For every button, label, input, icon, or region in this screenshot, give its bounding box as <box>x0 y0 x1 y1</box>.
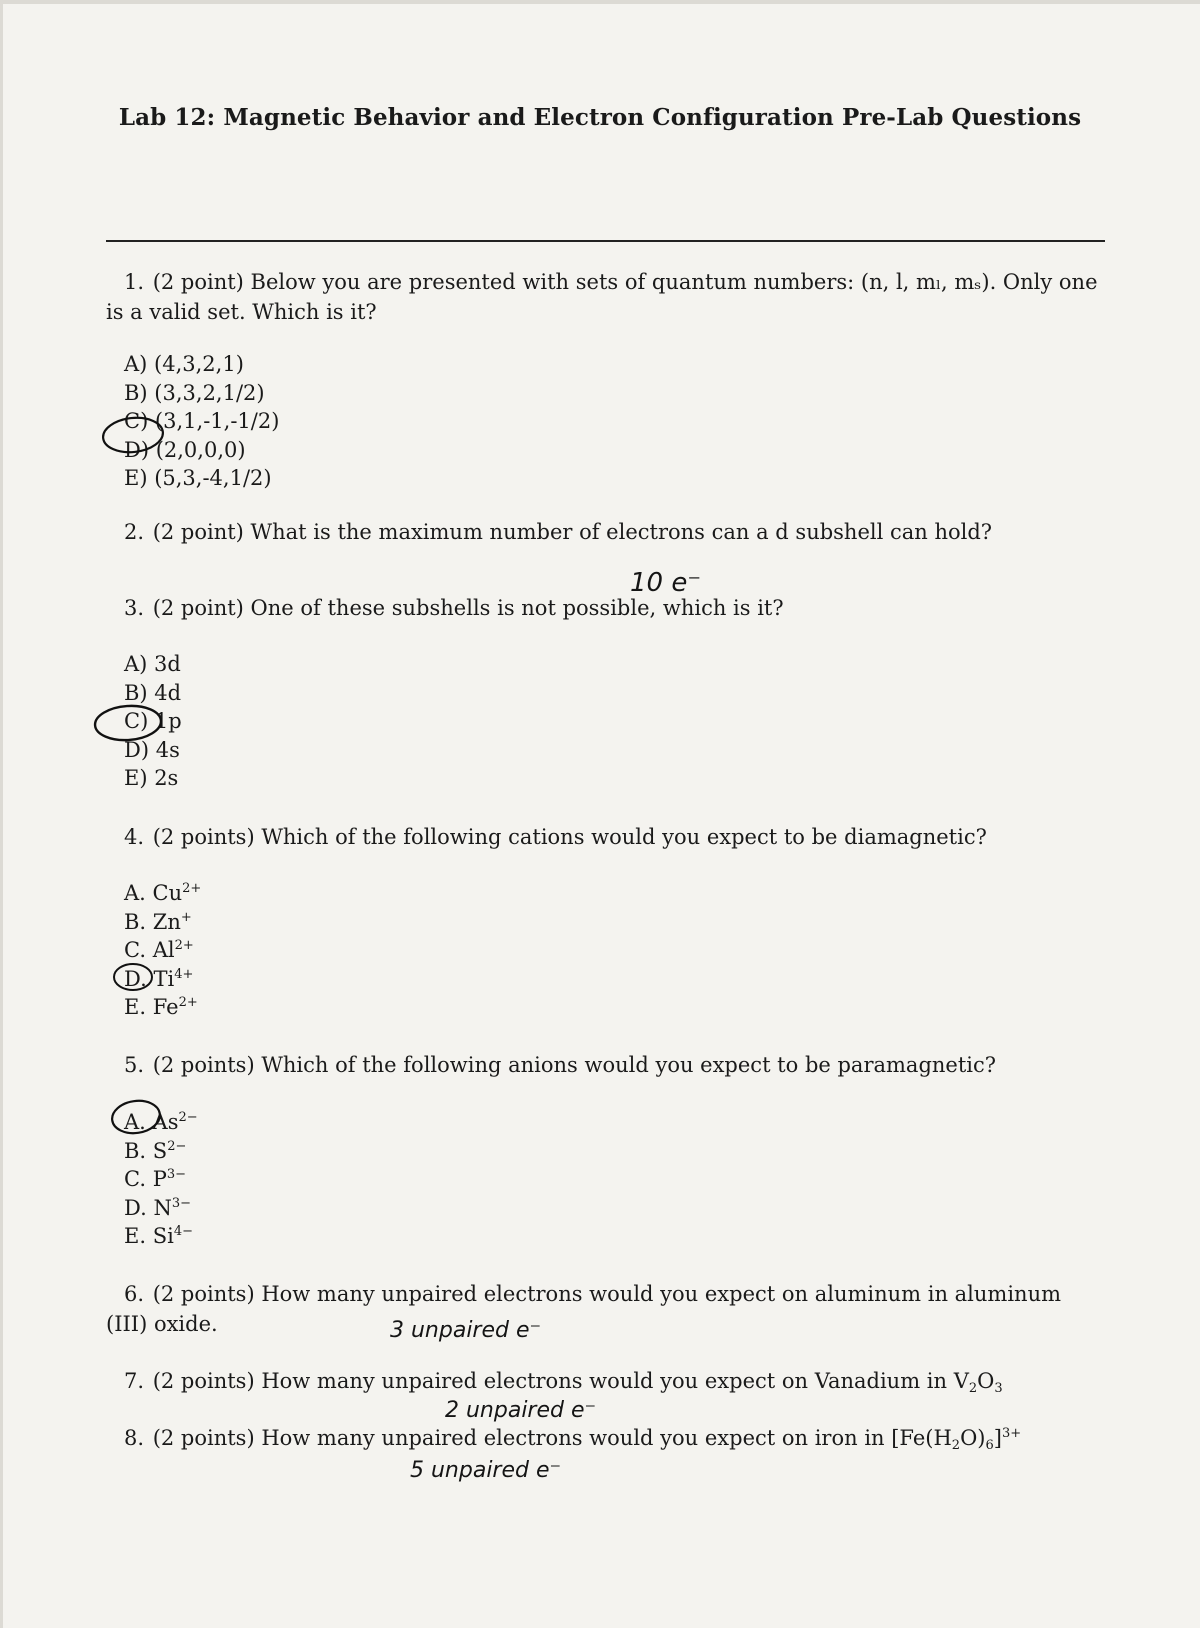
question-text: (2 points) How many unpaired electrons would you expect on Vanadium in $V_2O_3$ <box>152 1369 1003 1396</box>
page-title: Lab 12: Magnetic Behavior and Electron Configuration Pre-Lab Questions <box>118 104 1082 131</box>
option-d: D. $Ti^{4+}$ <box>124 966 194 991</box>
option-e: E) 2s <box>124 766 179 790</box>
option-a: A. $As^{2-}$ <box>124 1110 198 1134</box>
option-b: B) (3,3,2,1/2) <box>124 380 265 405</box>
question-text: (2 points) Which of the following cations would you expect to be diamagnetic? <box>152 825 987 849</box>
question-3-options <box>124 650 182 793</box>
question-text: (2 points) How many unpaired electrons would you expect on aluminum in aluminum (III) oxide. <box>106 1282 1062 1336</box>
question-4 <box>106 822 1101 852</box>
question-number: 4. <box>124 825 145 849</box>
option-d: D) 4s <box>124 737 180 762</box>
question-3 <box>106 593 1101 623</box>
question-text: (2 point) What is the maximum number of electrons can a d subshell can hold? <box>152 520 993 544</box>
divider <box>106 240 1105 242</box>
question-number: 2. <box>124 520 145 544</box>
option-a: A) 3d <box>124 652 181 676</box>
question-5-options <box>124 1108 198 1251</box>
question-number: 5. <box>124 1053 145 1077</box>
option-b: B. $S^{2-}$ <box>124 1138 187 1163</box>
option-d: D) (2,0,0,0) <box>124 437 246 462</box>
option-c: C. $P^{3-}$ <box>124 1167 186 1191</box>
question-number: 7. <box>124 1369 145 1393</box>
option-e: E) (5,3,-4,1/2) <box>124 466 272 490</box>
question-2 <box>106 517 1101 547</box>
handwritten-answer: 5 unpaired e⁻ <box>410 1458 562 1483</box>
question-number: 8. <box>124 1426 145 1450</box>
question-5 <box>106 1050 1101 1080</box>
page-edge <box>0 0 3 1628</box>
handwritten-answer: 10 e⁻ <box>630 568 702 598</box>
question-6 <box>106 1279 1101 1339</box>
page-edge <box>0 0 1200 4</box>
question-text: (2 points) How many unpaired electrons would you expect on iron in $[Fe(H_2O)_6]^{3+}$ <box>152 1426 1022 1453</box>
question-1-options <box>124 350 279 493</box>
question-4-options <box>124 879 201 1022</box>
option-b: B. Zn+ <box>124 909 192 934</box>
option-c: C) (3,1,-1,-1/2) <box>124 409 280 433</box>
question-text: (2 points) Which of the following anions would you expect to be paramagnetic? <box>152 1053 997 1077</box>
question-number: 6. <box>124 1282 145 1306</box>
option-e: E. $Si^{4-}$ <box>124 1224 193 1248</box>
handwritten-answer: 3 unpaired e⁻ <box>390 1318 542 1343</box>
question-7 <box>106 1366 1101 1396</box>
option-a: A) (4,3,2,1) <box>124 352 244 376</box>
question-8 <box>106 1423 1101 1453</box>
question-text: (2 point) One of these subshells is not possible, which is it? <box>152 596 784 620</box>
option-c: C) 1p <box>124 709 182 733</box>
option-b: B) 4d <box>124 680 182 705</box>
question-number: 1. <box>124 270 145 294</box>
option-a: A. $Cu^{2+}$ <box>124 881 202 905</box>
option-e: E. $Fe^{2+}$ <box>124 995 198 1019</box>
option-d: D. $N^{3-}$ <box>124 1195 191 1220</box>
question-number: 3. <box>124 596 145 620</box>
question-text: (2 point) Below you are presented with sets of quantum numbers: (n, l, mₗ, mₛ). Only one is a valid set. Which is it? <box>106 270 1098 324</box>
handwritten-answer: 2 unpaired e⁻ <box>445 1398 597 1423</box>
option-c: C. $Al^{2+}$ <box>124 938 194 962</box>
question-1 <box>106 267 1101 327</box>
